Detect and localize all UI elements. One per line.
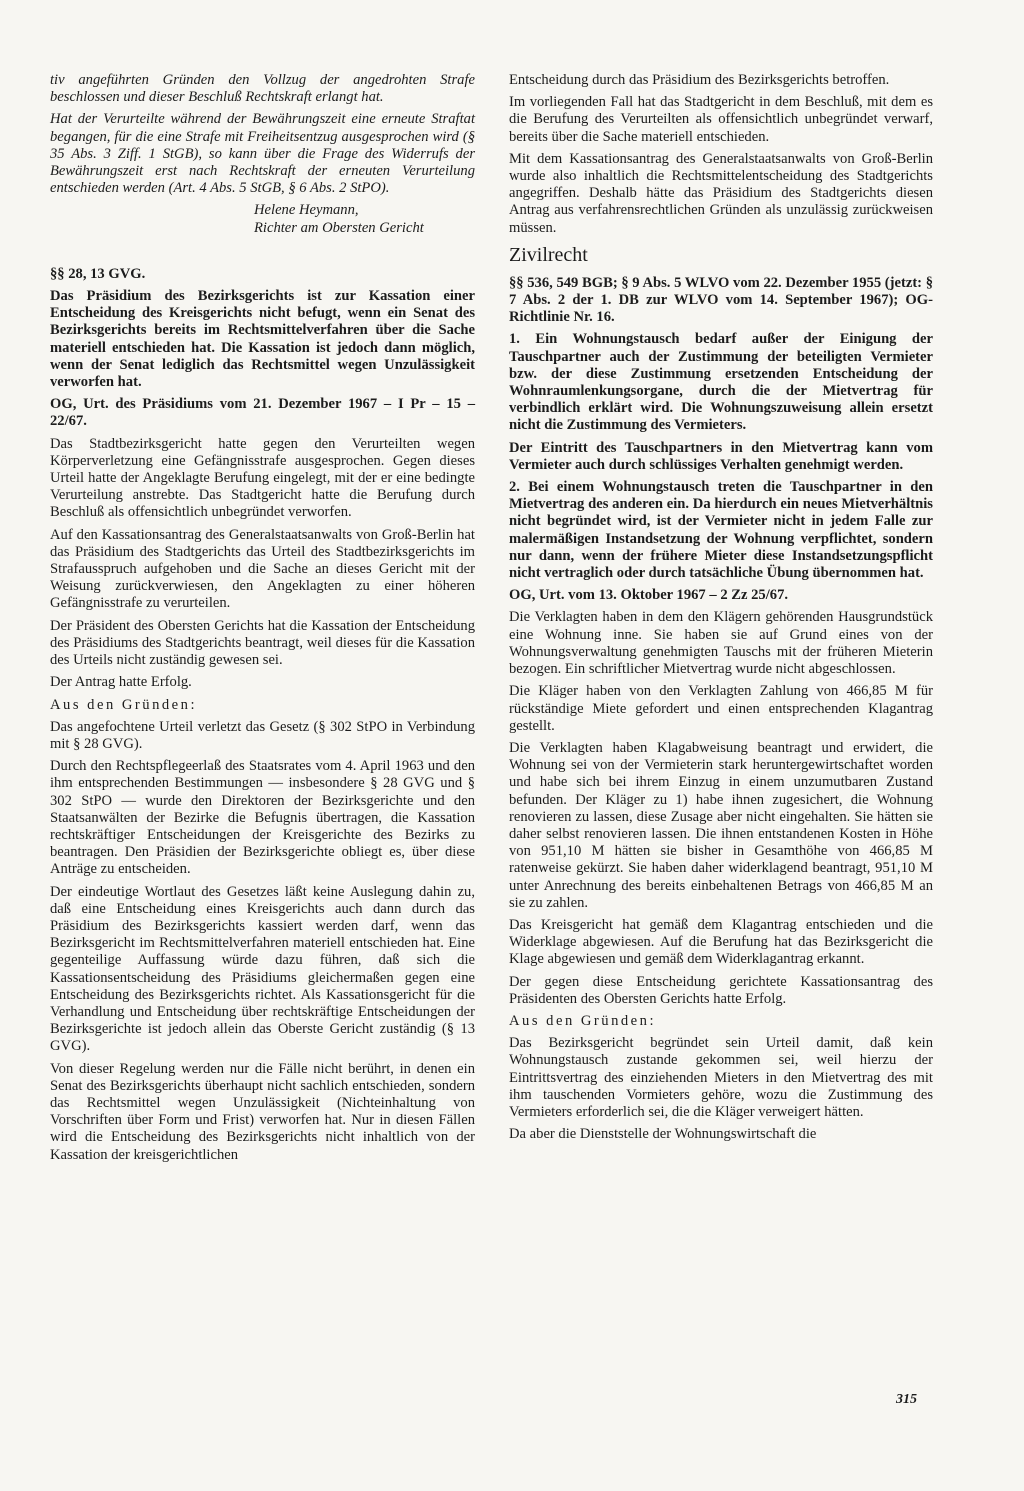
reasons-heading: Aus den Gründen: <box>50 696 198 713</box>
case-citation: OG, Urt. vom 13. Oktober 1967 – 2 Zz 25/67. <box>509 587 789 604</box>
headnote: 2. Bei einem Wohnungstausch treten die Tauschpartner in den Mietvertrag des anderen ein. Da hierdurch ein neues Mietverhältnis nicht begründet wird, ist der Vermieter nicht in jedem Falle zur malermäßigen Instandsetzung der Wohnung verpflichtet, sondern nur dann, wenn der frühere Mieter diese Instandsetzungspflicht nicht vertraglich oder durch tatsächliche Übung übernommen hat. <box>509 479 933 582</box>
paragraph: Das angefochtene Urteil verletzt das Gesetz (§ 302 StPO in Verbindung mit § 28 GVG). <box>50 718 475 752</box>
paragraph: Die Verklagten haben in dem den Klägern gehörenden Hausgrundstück eine Wohnung inne. Sie haben sie auf Grund eines von der Wohnungsverwaltung genehmigten Tauschs mit der früheren Mieterin bezogen. Ein schriftlicher Mietvertrag wurde nicht abgeschlossen. <box>509 609 933 678</box>
page-number: 315 <box>896 1392 917 1407</box>
paragraph: Von dieser Regelung werden nur die Fälle nicht berührt, in denen ein Senat des Bezirksgerichts überhaupt nicht sachlich entschieden, sondern das Rechtsmittel wegen Unzulässigkeit (Nichteinhaltung von Vorschriften über Form und Frist) verworfen hat. Nur in diesen Fällen wird die Entscheidung des Bezirksgerichts nicht inhaltlich von der Kassation der kreisgerichtlichen <box>50 1060 475 1163</box>
paragraph: Mit dem Kassationsantrag des Generalstaatsanwalts von Groß-Berlin wurde also inhaltlich die Rechtsmittelentscheidung des Stadtgerichts angegriffen. Deshalb hätte das Präsidium des Stadtgerichts diesen Antrag aus verfahrensrechtlichen Gründen als unzulässig zurückweisen müssen. <box>509 150 933 236</box>
paragraph: Im vorliegenden Fall hat das Stadtgericht in dem Beschluß, mit dem es die Berufung des Verurteilten als offensichtlich unbegründet verwarf, bereits über die Sache materiell entschieden. <box>509 94 933 145</box>
paragraph: Hat der Verurteilte während der Bewährungszeit eine erneute Straftat begangen, für die eine Strafe mit Freiheitsentzug ausgesprochen wird (§ 35 Abs. 3 Ziff. 1 StGB), so kann über die Frage des Widerrufs der Bewährungszeit erst nach Rechtskraft der erneuten Verurteilung entschieden werden (Art. 4 Abs. 5 StGB, § 6 Abs. 2 StPO). <box>50 111 475 197</box>
spacer <box>50 242 475 266</box>
section-heading: §§ 536, 549 BGB; § 9 Abs. 5 WLVO vom 22. Dezember 1955 (jetzt: § 7 Abs. 2 der 1. DB zur WLVO vom 14. September 1967); OG-Richtlinie Nr. 16. <box>509 274 933 326</box>
headnote: Der Eintritt des Tauschpartners in den Mietvertrag kann vom Vermieter auch durch schlüssiges Verhalten genehmigt werden. <box>509 439 933 473</box>
paragraph: tiv angeführten Gründen den Vollzug der angedrohten Strafe beschlossen und dieser Beschluß Rechtskraft erlangt hat. <box>50 72 475 106</box>
section-title: Zivilrecht <box>509 243 588 266</box>
signature-name: Helene Heymann, <box>254 202 359 219</box>
paragraph: Da aber die Dienststelle der Wohnungswirtschaft die <box>509 1126 817 1143</box>
paragraph: Der Antrag hatte Erfolg. <box>50 674 192 691</box>
paragraph: Der gegen diese Entscheidung gerichtete Kassationsantrag des Präsidenten des Obersten Gerichts hatte Erfolg. <box>509 973 933 1007</box>
paragraph: Die Verklagten haben Klagabweisung beantragt und erwidert, die Wohnung sei von der Vermieterin stark heruntergewirtschaftet worden und habe sich bei ihrem Einzug in einem unzumutbaren Zustand befunden. Der Kläger zu 1) habe ihnen zugesichert, die Wohnung renovieren zu lassen, diese Zusage aber nicht eingehalten. Sie hätten sie daher selbst renovieren lassen. Die ihnen entstandenen Kosten in Höhe von 951,10 M hätten sie bisher in Gesamthöhe von 466,85 M ratenweise gekürzt. Sie haben daher widerklagend beantragt, 951,10 M unter Anrechnung des bereits einbehaltenen Betrags von 466,85 M an sie zu zahlen. <box>509 739 933 911</box>
paragraph: Das Bezirksgericht begründet sein Urteil damit, daß kein Wohnungstausch zustande gekommen sei, weil hierzu der Eintrittsvertrag des einziehenden Mieters in den Mietvertrag des mit ihm tauschenden Vormieters gehöre, wozu die Zustimmung des Vermieters erforderlich sei, die die Kläger verweigert hätten. <box>509 1035 933 1120</box>
section-heading: §§ 28, 13 GVG. <box>50 265 146 282</box>
headnote: Das Präsidium des Bezirksgerichts ist zur Kassation einer Entscheidung des Kreisgerichts nicht befugt, wenn ein Senat des Bezirksgerichts bereits im Rechtsmittelverfahren über die Sache materiell entschieden hat. Die Kassation ist jedoch dann möglich, wenn der Senat lediglich das Rechtsmittel wegen Unzulässigkeit verworfen hat. <box>50 288 475 391</box>
paragraph: Das Stadtbezirksgericht hatte gegen den Verurteilten wegen Körperverletzung eine Gefängnisstrafe ausgesprochen. Gegen dieses Urteil hatte der Angeklagte Berufung eingelegt, mit der er eine bedingte Verurteilung anstrebte. Das Stadtgericht hatte die Berufung durch Beschluß als offensichtlich unbegründet verworfen. <box>50 435 475 521</box>
paragraph: Die Kläger haben von den Verklagten Zahlung von 466,85 M für rückständige Miete gefordert und einen entsprechenden Klagantrag gestellt. <box>509 683 933 734</box>
signature-title: Richter am Obersten Gericht <box>254 219 424 236</box>
headnote: 1. Ein Wohnungstausch bedarf außer der Einigung der Tauschpartner auch der Zustimmung der beteiligten Vermieter bzw. der diese Zustimmung ersetzenden Entscheidung der Wohnraumlenkungsorgane, durch die der Mietvertrag für verbindlich erklärt wird. Die Wohnungszuweisung allein ersetzt nicht die Zustimmung des Vermieters. <box>509 331 933 434</box>
paragraph: Entscheidung durch das Präsidium des Bezirksgerichts betroffen. <box>509 72 890 88</box>
right-column <box>509 72 933 1148</box>
paragraph: Auf den Kassationsantrag des Generalstaatsanwalts von Groß-Berlin hat das Präsidium des Stadtgerichts das Urteil des Stadtbezirksgerichts im Strafausspruch aufgehoben und die Sache an dieses Gericht mit der Weisung zurückverwiesen, den Angeklagten zu einer höheren Gefängnisstrafe zu verurteilen. <box>50 526 475 612</box>
left-column <box>50 72 475 1169</box>
reasons-heading: Aus den Gründen: <box>509 1012 657 1029</box>
paragraph: Der eindeutige Wortlaut des Gesetzes läßt keine Auslegung dahin zu, daß eine Entscheidung eines Kreisgerichts auch dann durch das Präsidium des Bezirksgerichts kassiert werden darf, wenn das Bezirksgericht im Rechtsmittelverfahren materiell entschieden hat. Eine gegenteilige Auffassung würde dazu führen, daß sich die Kassationsentscheidung des Präsidiums gleichermaßen gegen eine Entscheidung des Bezirksgerichts richtet. Als Kassationsgericht für die Verhandlung und Entscheidung über rechtskräftige Entscheidungen der Bezirksgerichte ist jedoch allein das Oberste Gericht zuständig (§ 13 GVG). <box>50 883 475 1055</box>
case-citation: OG, Urt. des Präsidiums vom 21. Dezember 1967 – I Pr – 15 – 22/67. <box>50 396 475 430</box>
paragraph: Durch den Rechtspflegeerlaß des Staatsrates vom 4. April 1963 und den ihm entsprechenden Bestimmungen — insbesondere § 28 GVG und § 302 StPO — wurde den Direktoren der Bezirksgerichte und den Staatsanwälten der Bezirke die Befugnis übertragen, die Kassation rechtskräftiger Entscheidungen der Kreisgerichte des Bezirks zu beantragen. Den Präsidien der Bezirksgerichte obliegt es, über diese Anträge zu entscheiden. <box>50 758 475 878</box>
paragraph: Der Präsident des Obersten Gerichts hat die Kassation der Entscheidung des Präsidiums des Stadtgerichts beantragt, weil dieses für die Kassation des Urteils nicht zuständig gewesen sei. <box>50 617 475 669</box>
paragraph: Das Kreisgericht hat gemäß dem Klagantrag entschieden und die Widerklage abgewiesen. Auf die Berufung hat das Bezirksgericht die Klage abgewiesen und gemäß dem Widerklagantrag erkannt. <box>509 916 933 968</box>
